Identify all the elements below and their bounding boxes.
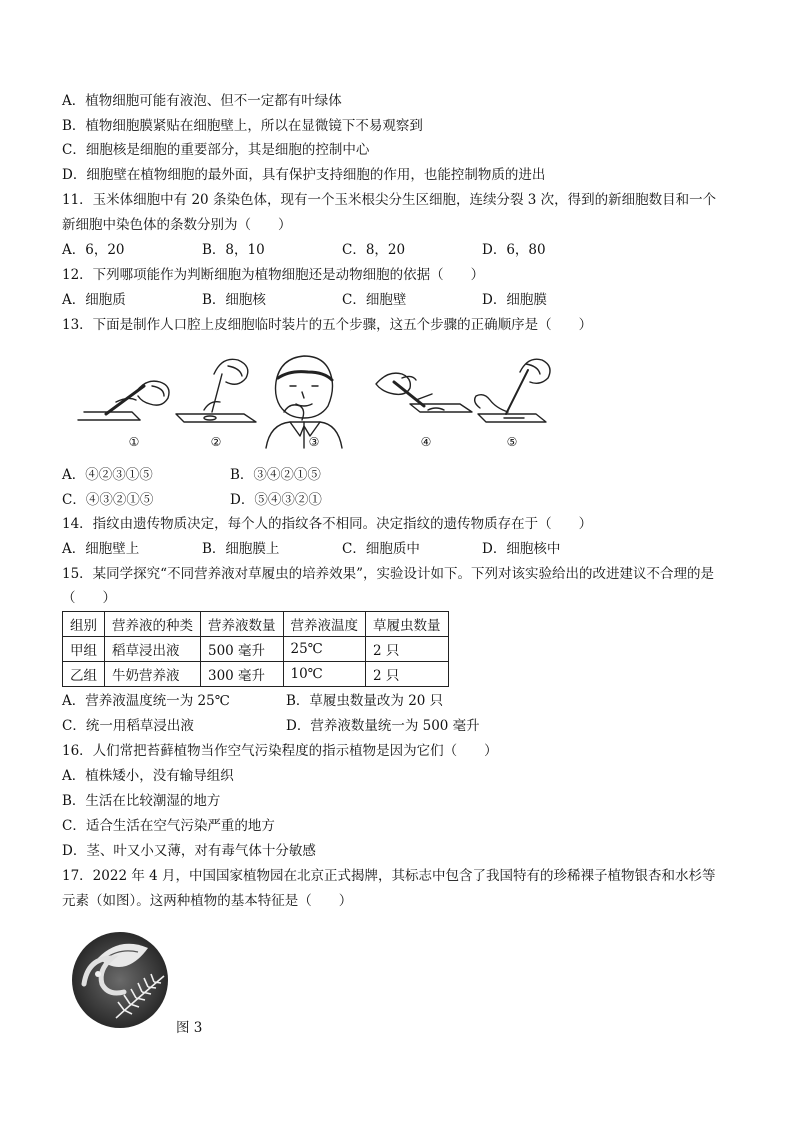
step2-illustration [176, 359, 256, 422]
q13-option-a: A．④②③①⑤ [62, 467, 153, 483]
q15-option-c: C．统一用稻草浸出液 [62, 718, 194, 734]
table-cell: 乙组 [63, 662, 105, 687]
q14-option-b: B．细胞膜上 [202, 541, 280, 557]
q15-option-d: D．营养液数量统一为 500 毫升 [286, 718, 480, 734]
q13-stem: 13．下面是制作人口腔上皮细胞临时装片的五个步骤，这五个步骤的正确顺序是（ ） [62, 317, 593, 333]
q10-option-b: B．植物细胞膜紧贴在细胞壁上，所以在显微镜下不易观察到 [62, 118, 423, 134]
table-cell: 2 只 [366, 662, 449, 687]
table-header-cell: 营养液的种类 [105, 612, 201, 637]
table-cell: 2 只 [366, 637, 449, 662]
q10-option-a: A．植物细胞可能有液泡、但不一定都有叶绿体 [62, 93, 342, 109]
table-header-cell: 营养液温度 [283, 612, 366, 637]
table-header-cell: 营养液数量 [201, 612, 284, 637]
q15-option-b: B．草履虫数量改为 20 只 [286, 693, 444, 709]
step-label-3: ③ [308, 435, 320, 449]
step-label-4: ④ [420, 435, 432, 449]
table-cell: 500 毫升 [201, 637, 284, 662]
q11-options [62, 241, 742, 259]
q12-stem: 12．下列哪项能作为判断细胞为植物细胞还是动物细胞的依据（ ） [62, 267, 485, 283]
q12-option-c: C．细胞壁 [342, 292, 407, 308]
q14-option-d: D．细胞核中 [482, 541, 561, 557]
figure-caption: 图 3 [176, 1020, 203, 1036]
q15-option-a: A．营养液温度统一为 25℃ [62, 693, 230, 709]
table-row [63, 637, 449, 662]
table-cell: 25℃ [283, 637, 366, 662]
experiment-table [62, 611, 449, 687]
q11-option-b: B．8，10 [202, 242, 265, 258]
q11-option-a: A．6，20 [62, 242, 125, 258]
step-label-2: ② [210, 435, 222, 449]
q16-option-b: B．生活在比较潮湿的地方 [62, 793, 221, 809]
q10-option-d: D．细胞壁在植物细胞的最外面，具有保护支持细胞的作用，也能控制物质的进出 [62, 167, 546, 183]
q13-option-c: C．④③②①⑤ [62, 492, 154, 508]
q15-stem-line1: 15．某同学探究“不同营养液对草履虫的培养效果”，实验设计如下。下列对该实验给出的改进建议不合理的是 [62, 566, 714, 582]
step-label-1: ① [128, 435, 140, 449]
table-cell: 300 毫升 [201, 662, 284, 687]
step5-illustration [475, 359, 550, 422]
q14-options [62, 540, 742, 558]
q12-options [62, 291, 742, 309]
q12-option-b: B．细胞核 [202, 292, 266, 308]
table-header-row [63, 612, 449, 637]
table-header-cell: 组别 [63, 612, 105, 637]
q16-stem: 16．人们常把苔藓植物当作空气污染程度的指示植物是因为它们（ ） [62, 743, 498, 759]
q11-stem-line1: 11．玉米体细胞中有 20 条染色体，现有一个玉米根尖分生区细胞，连续分裂 3 次，得到的新细胞数目和一个 [62, 192, 717, 208]
step4-illustration [376, 373, 472, 412]
q16-option-d: D．茎、叶又小又薄，对有毒气体十分敏感 [62, 843, 316, 859]
q14-option-c: C．细胞质中 [342, 541, 420, 557]
table-cell: 牛奶营养液 [105, 662, 201, 687]
step1-illustration [78, 381, 169, 420]
q13-option-b: B．③④②①⑤ [230, 467, 321, 483]
table-row [63, 662, 449, 687]
slide-preparation-steps-figure [76, 352, 556, 452]
table-header-cell: 草履虫数量 [366, 612, 449, 637]
q17-stem-line1: 17．2022 年 4 月，中国国家植物园在北京正式揭牌，其标志中包含了我国特有的珍稀裸子植物银杏和水杉等 [62, 868, 716, 884]
q14-option-a: A．细胞壁上 [62, 541, 140, 557]
q10-option-c: C．细胞核是细胞的重要部分，其是细胞的控制中心 [62, 142, 370, 158]
q16-option-c: C．适合生活在空气污染严重的地方 [62, 818, 275, 834]
q13-option-d: D．⑤④③②① [230, 492, 322, 508]
table-cell: 甲组 [63, 637, 105, 662]
q15-stem-line2: （ ） [62, 590, 116, 606]
q14-stem: 14．指纹由遗传物质决定，每个人的指纹各不相同。决定指纹的遗传物质存在于（ ） [62, 516, 593, 532]
q11-stem-line2: 新细胞中染色体的条数分别为（ ） [62, 217, 292, 233]
table-cell: 稻草浸出液 [105, 637, 201, 662]
step3-illustration [266, 356, 342, 448]
q12-option-a: A．细胞质 [62, 292, 126, 308]
q12-option-d: D．细胞膜 [482, 292, 547, 308]
q16-option-a: A．植株矮小，没有输导组织 [62, 768, 234, 784]
q11-option-d: D．6，80 [482, 242, 546, 258]
q17-stem-line2: 元素（如图）。这两种植物的基本特征是（ ） [62, 893, 353, 909]
table-cell: 10℃ [283, 662, 366, 687]
q11-option-c: C．8，20 [342, 242, 406, 258]
step-label-5: ⑤ [506, 435, 518, 449]
